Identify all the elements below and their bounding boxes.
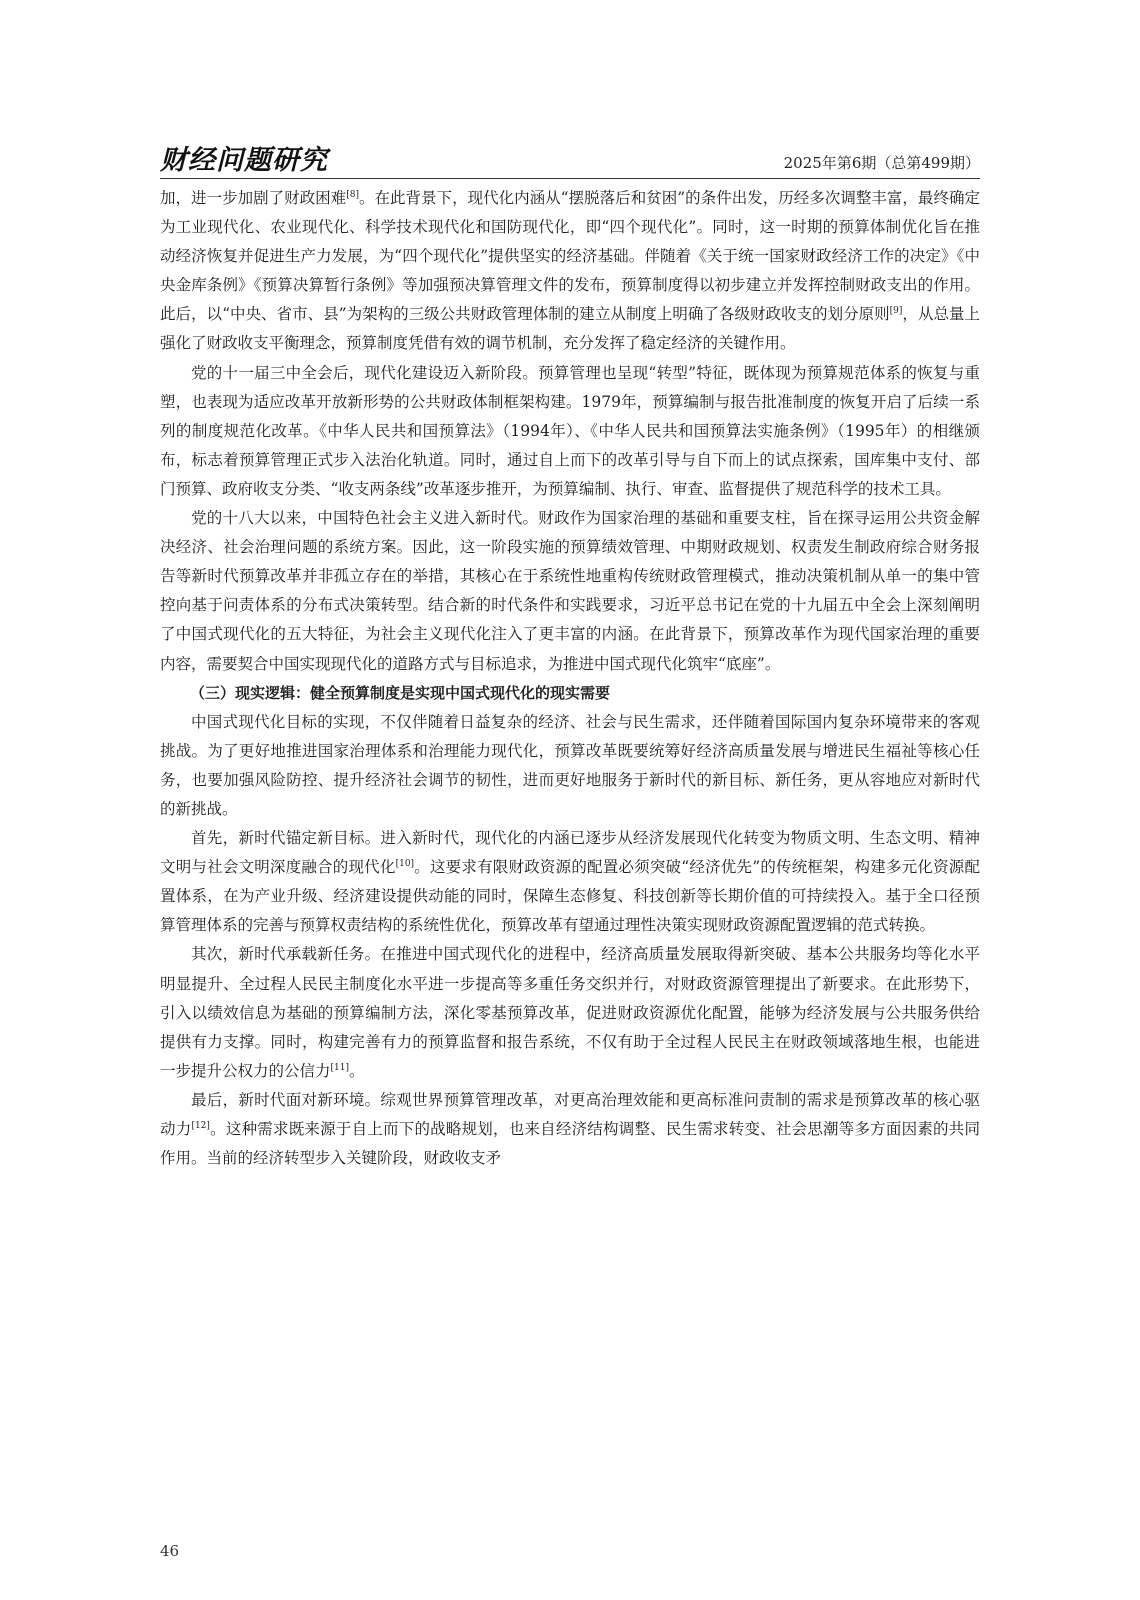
article-body [160,184,980,1173]
journal-title: 财经问题研究 [160,145,328,176]
paragraph-4: 中国式现代化目标的实现，不仅伴随着日益复杂的经济、社会与民生需求，还伴随着国际国内复杂环境带来的客观挑战。为了更好地推进国家治理体系和治理能力现代化，预算改革既要统筹好经济高质量发展与增进民生福祉等核心任务，也要加强风险防控、提升经济社会调节的韧性，进而更好地服务于新时代的新目标、新任务，更从容地应对新时代的新挑战。 [160,712,980,818]
citation-9: [9] [889,306,903,317]
paragraph-6: 其次，新时代承载新任务。在推进中国式现代化的进程中，经济高质量发展取得新突破、基本公共服务均等化水平明显提升、全过程人民民主制度化水平进一步提高等多重任务交织并行，对财政资源管理提出了新要求。在此形势下，引入以绩效信息为基础的预算编制方法，深化零基预算改革，促进财政资源优化配置，能够为经济发展与公共服务供给提供有力支撑。同时，构建完善有力的预算监督和报告系统，不仅有助于全过程人民民主在财政领域落地生根，也能进一步提升公权力的公信力[11]。 [160,945,980,1080]
paragraph-3: 党的十八大以来，中国特色社会主义进入新时代。财政作为国家治理的基础和重要支柱，旨在探寻运用公共资金解决经济、社会治理问题的系统方案。因此，这一阶段实施的预算绩效管理、中期财政规划、权责发生制政府综合财务报告等新时代预算改革并非孤立存在的举措，其核心在于系统性地重构传统财政管理模式，推动决策机制从单一的集中管控向基于问责体系的分布式决策转型。结合新的时代条件和实践要求，习近平总书记在党的十九届五中全会上深刻阐明了中国式现代化的五大特征，为社会主义现代化注入了更丰富的内涵。在此背景下，预算改革作为现代国家治理的重要内容，需要契合中国实现现代化的道路方式与目标追求，为推进中国式现代化筑牢“底座”。 [160,509,980,673]
header-divider [160,178,980,179]
issue-info: 2025年第6期（总第499期） [783,154,980,172]
paragraph-2: 党的十一届三中全会后，现代化建设迈入新阶段。预算管理也呈现“转型”特征，既体现为预算规范体系的恢复与重塑，也表现为适应改革开放新形势的公共财政体制框架构建。1979年，预算编制与报告批准制度的恢复开启了后续一系列的制度规范化改革。《中华人民共和国预算法》（1994年）、《中华人民共和国预算法实施条例》（1995年）的相继颁布，标志着预算管理正式步入法治化轨道。同时，通过自上而下的改革引导与自下而上的试点探索，国库集中支付、部门预算、政府收支分类、“收支两条线”改革逐步推开，为预算编制、执行、审查、监督提供了规范科学的技术工具。 [160,363,980,498]
section-heading: （三）现实逻辑：健全预算制度是实现中国式现代化的现实需要 [190,683,611,702]
paragraph-1: 加，进一步加剧了财政困难[8]。在此背景下，现代化内涵从“摆脱落后和贫困”的条件出发，历经多次调整丰富，最终确定为工业现代化、农业现代化、科学技术现代化和国防现代化，即“四个现代化”。同时，这一时期的预算体制优化旨在推动经济恢复并促进生产力发展，为“四个现代化”提供坚实的经济基础。伴随着《关于统一国家财政经济工作的决定》《中央金库条例》《预算决算暂行条例》等加强预决算管理文件的发布，预算制度得以初步建立并发挥控制财政支出的作用。此后，以“中央、省市、县”为架构的三级公共财政管理体制的建立从制度上明确了各级财政收支的划分原则[9]，从总量上强化了财政收支平衡理念，预算制度凭借有效的调节机制，充分发挥了稳定经济的关键作用。 [160,189,980,353]
citation-10: [10] [395,859,415,869]
citation-12: [12] [191,1120,210,1131]
page-header [160,144,980,178]
citation-11: [11] [330,1062,349,1073]
paragraph-5: 首先，新时代锚定新目标。进入新时代，现代化的内涵已逐步从经济发展现代化转变为物质文明、生态文明、精神文明与社会文明深度融合的现代化[10]。这要求有限财政资源的配置必须突破“经济优先”的传统框架，构建多元化资源配置体系，在为产业升级、经济建设提供动能的同时，保障生态修复、科技创新等长期价值的可持续投入。基于全口径预算管理体系的完善与预算权责结构的系统性优化，预算改革有望通过理性决策实现财政资源配置逻辑的范式转换。 [160,829,980,935]
citation-8: [8] [346,189,359,200]
page-number: 46 [160,1542,180,1560]
paragraph-7: 最后，新时代面对新环境。综观世界预算管理改革，对更高治理效能和更高标准问责制的需求是预算改革的核心驱动力[12]。这种需求既来源于自上而下的战略规划，也来自经济结构调整、民生需求转变、社会思潮等多方面因素的共同作用。当前的经济转型步入关键阶段，财政收支矛 [160,1090,980,1168]
